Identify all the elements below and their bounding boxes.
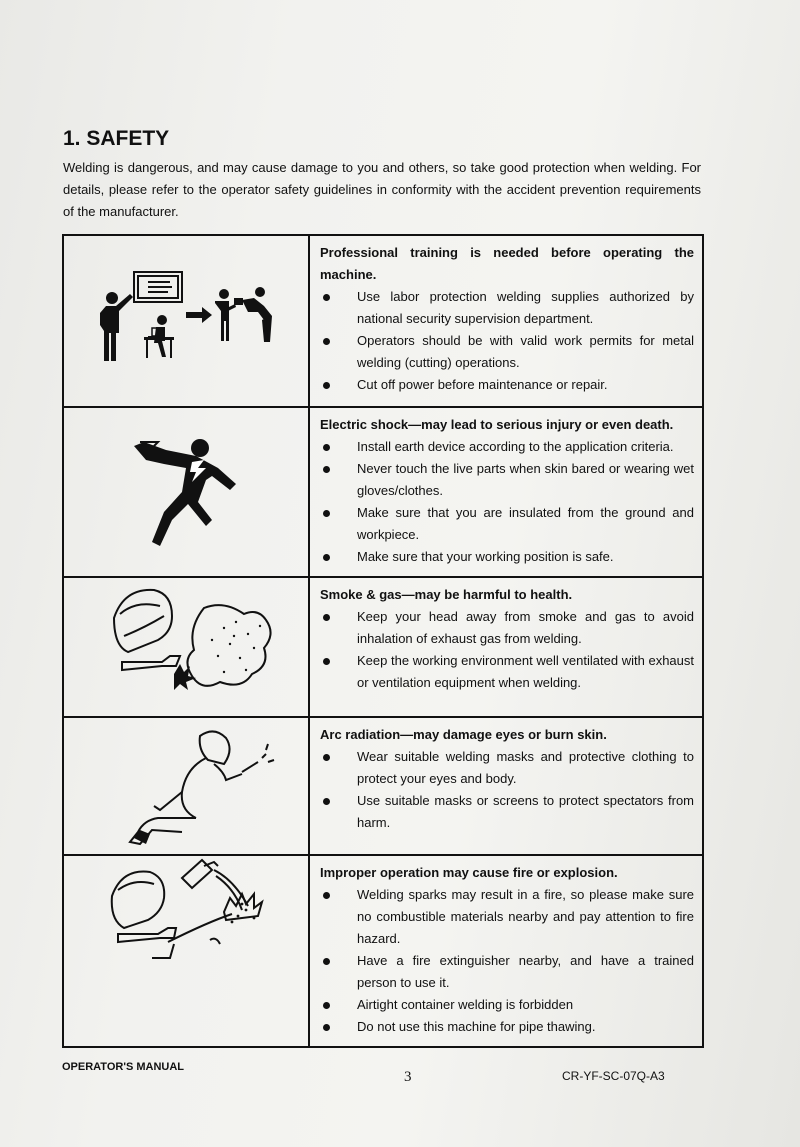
- row-heading: Arc radiation—may damage eyes or burn skin.: [320, 727, 607, 742]
- list-item: Operators should be with valid work permits for metal welding (cutting) operations.: [320, 330, 694, 374]
- list-item: Keep the working environment well ventilated with exhaust or ventilation equipment when welding.: [320, 650, 694, 694]
- electric-shock-text: [309, 407, 703, 577]
- list-item: Make sure that your working position is safe.: [320, 546, 694, 568]
- list-item: Make sure that you are insulated from the ground and workpiece.: [320, 502, 694, 546]
- arc-radiation-text: [309, 717, 703, 855]
- manual-label: OPERATOR'S MANUAL: [62, 1061, 184, 1073]
- document-code: CR-YF-SC-07Q-A3: [562, 1069, 665, 1083]
- list-item: Welding sparks may result in a fire, so please make sure no combustible materials nearby and pay attention to fire hazard.: [320, 884, 694, 950]
- section-title: 1. SAFETY: [63, 127, 170, 150]
- list-item: Have a fire extinguisher nearby, and have a trained person to use it.: [320, 950, 694, 994]
- list-item: Wear suitable welding masks and protective clothing to protect your eyes and body.: [320, 746, 694, 790]
- page-number: 3: [404, 1069, 412, 1085]
- table-row: [63, 235, 703, 407]
- list-item: Do not use this machine for pipe thawing.: [320, 1016, 694, 1038]
- training-icon: [63, 235, 309, 407]
- list-item: Use suitable masks or screens to protect spectators from harm.: [320, 790, 694, 834]
- safety-table: [62, 234, 704, 1048]
- table-row: [63, 577, 703, 717]
- row-heading: Professional training is needed before operating the machine.: [320, 245, 694, 282]
- row-heading: Improper operation may cause fire or explosion.: [320, 865, 618, 880]
- training-text: [309, 235, 703, 407]
- table-row: [63, 855, 703, 1047]
- list-item: Cut off power before maintenance or repair.: [320, 374, 694, 396]
- fire-explosion-icon: [63, 855, 309, 1047]
- list-item: Install earth device according to the application criteria.: [320, 436, 694, 458]
- row-heading: Smoke & gas—may be harmful to health.: [320, 587, 573, 602]
- list-item: Airtight container welding is forbidden: [320, 994, 694, 1016]
- smoke-gas-text: [309, 577, 703, 717]
- fire-explosion-text: [309, 855, 703, 1047]
- table-row: [63, 717, 703, 855]
- list-item: Use labor protection welding supplies authorized by national security supervision department.: [320, 286, 694, 330]
- intro-paragraph: Welding is dangerous, and may cause damage to you and others, so take good protection when welding. For details, please refer to the operator safety guidelines in conformity with the accident prevention requirements of the manufacturer.: [63, 160, 701, 219]
- electric-shock-icon: [63, 407, 309, 577]
- arc-radiation-icon: [63, 717, 309, 855]
- table-row: [63, 407, 703, 577]
- list-item: Keep your head away from smoke and gas to avoid inhalation of exhaust gas from welding.: [320, 606, 694, 650]
- list-item: Never touch the live parts when skin bared or wearing wet gloves/clothes.: [320, 458, 694, 502]
- smoke-gas-icon: [63, 577, 309, 717]
- row-heading: Electric shock—may lead to serious injury or even death.: [320, 417, 674, 432]
